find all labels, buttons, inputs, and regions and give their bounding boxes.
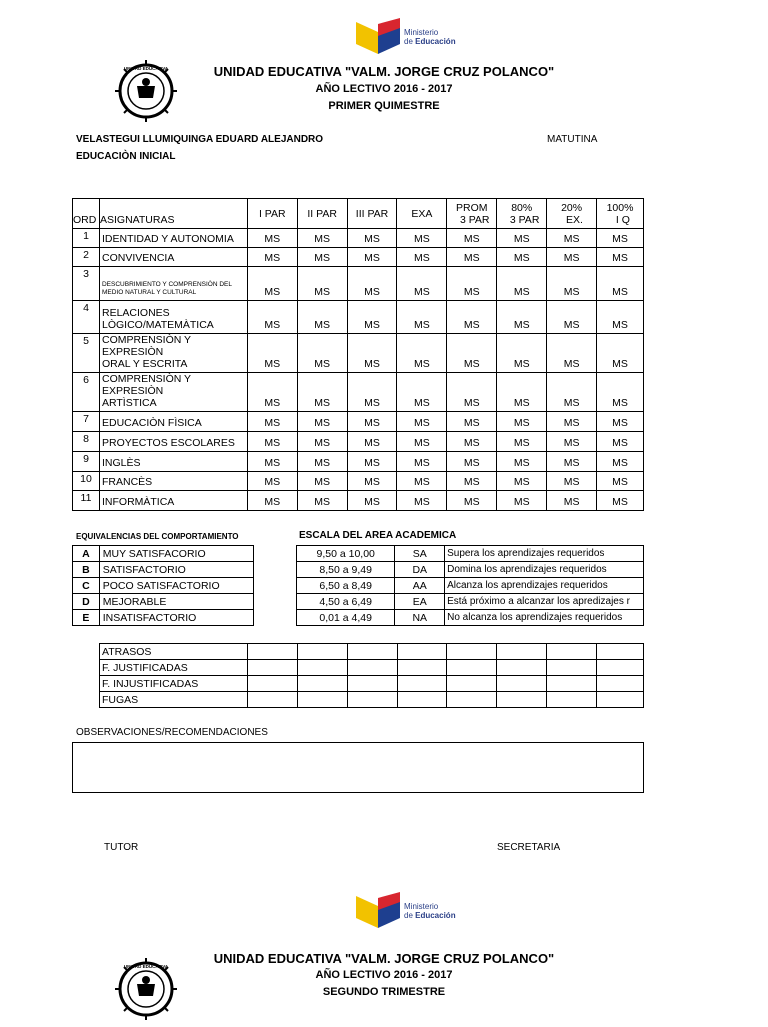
student-name: VELASTEGUI LLUMIQUINGA EDUARD ALEJANDRO <box>76 134 324 145</box>
grade-cell: MS <box>347 432 397 452</box>
list-item <box>297 610 644 626</box>
ministry2-line1: Ministerio <box>404 902 439 911</box>
grade-cell: MS <box>347 491 397 511</box>
grade-cell: MS <box>347 452 397 472</box>
grade-cell: MS <box>297 472 347 491</box>
behavior-label: POCO SATISFACTORIO <box>99 578 253 594</box>
row-ord: 4 <box>73 301 100 334</box>
scale-desc: Alcanza los aprendizajes requeridos <box>445 578 644 594</box>
grade-cell: MS <box>247 472 297 491</box>
header-p2: II PAR <box>297 199 347 229</box>
header-exa: EXA <box>397 199 447 229</box>
student-level: EDUCACIÒN INICIAL <box>76 151 176 162</box>
grade-cell: MS <box>297 491 347 511</box>
attendance-cell <box>497 692 547 708</box>
grade-cell: MS <box>397 248 447 267</box>
table-row <box>100 660 644 676</box>
behavior-label: MUY SATISFACORIO <box>99 546 253 562</box>
grade-cell: MS <box>397 412 447 432</box>
grades-header-row <box>73 199 644 229</box>
grade-cell: MS <box>247 248 297 267</box>
scale-code: NA <box>395 610 445 626</box>
table-row <box>73 452 644 472</box>
attendance-cell <box>547 676 597 692</box>
scale-range: 0,01 a 4,49 <box>297 610 395 626</box>
list-item <box>297 578 644 594</box>
attendance-table <box>99 643 644 708</box>
grade-cell: MS <box>597 452 644 472</box>
list-item <box>73 578 254 594</box>
row-ord: 7 <box>73 412 100 432</box>
table-row <box>100 676 644 692</box>
grade-cell: MS <box>547 412 597 432</box>
grade-cell: MS <box>397 334 447 373</box>
behavior-label: SATISFACTORIO <box>99 562 253 578</box>
attendance-cell <box>347 676 397 692</box>
row-subject: EDUCACIÒN FÌSICA <box>99 412 247 432</box>
header-20: 20% EX. <box>547 199 597 229</box>
grade-cell: MS <box>247 301 297 334</box>
grade-cell: MS <box>497 334 547 373</box>
grade-cell: MS <box>597 491 644 511</box>
header-prom: PROM 3 PAR <box>447 199 497 229</box>
grade-cell: MS <box>297 229 347 248</box>
header-subject: ASIGNATURAS <box>99 199 247 229</box>
grade-cell: MS <box>247 267 297 301</box>
grade-cell: MS <box>447 229 497 248</box>
scale-code: EA <box>395 594 445 610</box>
grade-cell: MS <box>247 373 297 412</box>
table-row <box>100 644 644 660</box>
row-ord: 3 <box>73 267 100 301</box>
grade-cell: MS <box>547 472 597 491</box>
grade-cell: MS <box>247 452 297 472</box>
grade-cell: MS <box>297 373 347 412</box>
attendance-cell <box>447 660 497 676</box>
grade-cell: MS <box>547 229 597 248</box>
grade-cell: MS <box>447 491 497 511</box>
attendance-cell <box>447 692 497 708</box>
grade-cell: MS <box>547 491 597 511</box>
scale-range: 6,50 a 8,49 <box>297 578 395 594</box>
row-ord: 11 <box>73 491 100 511</box>
attendance-cell <box>247 644 297 660</box>
table-row <box>73 432 644 452</box>
grade-cell: MS <box>597 412 644 432</box>
grade-cell: MS <box>397 472 447 491</box>
grade-cell: MS <box>547 301 597 334</box>
grade-cell: MS <box>297 412 347 432</box>
school-year: AÑO LECTIVO 2016 - 2017 <box>315 83 453 95</box>
grade-cell: MS <box>497 301 547 334</box>
header-80: 80% 3 PAR <box>497 199 547 229</box>
grade-cell: MS <box>597 472 644 491</box>
grade-cell: MS <box>247 491 297 511</box>
list-item <box>73 594 254 610</box>
grade-cell: MS <box>247 229 297 248</box>
grade-cell: MS <box>297 267 347 301</box>
row-subject: CONVIVENCIA <box>99 248 247 267</box>
attendance-cell <box>497 676 547 692</box>
row-ord: 5 <box>73 334 100 373</box>
attendance-cell <box>547 660 597 676</box>
table-row <box>73 491 644 511</box>
list-item <box>297 562 644 578</box>
attendance-cell <box>547 644 597 660</box>
behavior-label: MEJORABLE <box>99 594 253 610</box>
table-row <box>73 267 644 301</box>
attendance-cell <box>447 676 497 692</box>
grade-cell: MS <box>447 267 497 301</box>
table-row <box>73 472 644 491</box>
attendance-cell <box>397 644 447 660</box>
grade-cell: MS <box>447 334 497 373</box>
observations-box <box>72 742 644 793</box>
scale-desc: No alcanza los aprendizajes requeridos <box>445 610 644 626</box>
ministry-line1: Ministerio <box>404 28 439 37</box>
attendance-cell <box>297 676 347 692</box>
grade-cell: MS <box>447 301 497 334</box>
grade-cell: MS <box>397 491 447 511</box>
attendance-cell <box>347 660 397 676</box>
list-item <box>297 546 644 562</box>
row-subject: RELACIONES LÒGICO/MATEMÀTICA <box>99 301 247 334</box>
attendance-label: F. JUSTIFICADAS <box>100 660 248 676</box>
grade-cell: MS <box>447 452 497 472</box>
ministry2-line2a: de <box>404 911 416 920</box>
period-title: PRIMER QUIMESTRE <box>328 100 440 112</box>
grade-cell: MS <box>497 248 547 267</box>
grade-cell: MS <box>497 373 547 412</box>
attendance-cell <box>497 660 547 676</box>
ministry-flag-icon <box>354 18 404 56</box>
row-subject: COMPRENSIÒN Y EXPRESIÒN ARTÌSTICA <box>99 373 247 412</box>
grade-cell: MS <box>347 248 397 267</box>
attendance-cell <box>347 692 397 708</box>
behavior-letter: B <box>73 562 100 578</box>
grade-cell: MS <box>297 334 347 373</box>
grade-cell: MS <box>597 229 644 248</box>
scale-range: 9,50 a 10,00 <box>297 546 395 562</box>
grade-cell: MS <box>347 229 397 248</box>
attendance-cell <box>297 660 347 676</box>
grade-cell: MS <box>397 432 447 452</box>
attendance-label: F. INJUSTIFICADAS <box>100 676 248 692</box>
grade-cell: MS <box>297 301 347 334</box>
grade-cell: MS <box>397 267 447 301</box>
behavior-letter: C <box>73 578 100 594</box>
attendance-cell <box>597 660 644 676</box>
attendance-cell <box>397 660 447 676</box>
attendance-cell <box>347 644 397 660</box>
ministry2-line2b: Educación <box>415 911 456 920</box>
ministry-logo-2 <box>354 892 464 930</box>
grade-cell: MS <box>497 491 547 511</box>
grade-cell: MS <box>547 432 597 452</box>
grade-cell: MS <box>597 267 644 301</box>
list-item <box>73 610 254 626</box>
grade-cell: MS <box>397 229 447 248</box>
header-ord: ORD <box>73 199 100 229</box>
seal2-text: UNIDAD EDUCATIVA <box>123 964 169 969</box>
grade-cell: MS <box>597 432 644 452</box>
table-row <box>73 334 644 373</box>
row-ord: 9 <box>73 452 100 472</box>
grade-cell: MS <box>447 432 497 452</box>
grade-cell: MS <box>497 452 547 472</box>
grade-cell: MS <box>397 301 447 334</box>
header-p1: I PAR <box>247 199 297 229</box>
grade-cell: MS <box>547 248 597 267</box>
school-year-2: AÑO LECTIVO 2016 - 2017 <box>315 969 453 981</box>
grade-cell: MS <box>297 248 347 267</box>
attendance-cell <box>597 644 644 660</box>
attendance-cell <box>297 644 347 660</box>
grade-cell: MS <box>447 248 497 267</box>
grade-cell: MS <box>347 373 397 412</box>
tutor-label: TUTOR <box>104 842 139 853</box>
list-item <box>297 594 644 610</box>
school-name-2: UNIDAD EDUCATIVA "VALM. JORGE CRUZ POLANCO" <box>213 951 555 966</box>
attendance-cell <box>597 692 644 708</box>
behavior-letter: D <box>73 594 100 610</box>
observations-title: OBSERVACIONES/RECOMENDACIONES <box>76 727 268 738</box>
scale-code: AA <box>395 578 445 594</box>
scale-code: DA <box>395 562 445 578</box>
row-subject: FRANCÈS <box>99 472 247 491</box>
row-ord: 6 <box>73 373 100 412</box>
grade-cell: MS <box>597 334 644 373</box>
table-row <box>73 229 644 248</box>
behavior-letter: A <box>73 546 100 562</box>
school-name: UNIDAD EDUCATIVA "VALM. JORGE CRUZ POLANCO" <box>213 64 555 79</box>
attendance-cell <box>247 692 297 708</box>
grade-cell: MS <box>297 452 347 472</box>
table-row <box>73 248 644 267</box>
row-ord: 1 <box>73 229 100 248</box>
row-ord: 2 <box>73 248 100 267</box>
grade-cell: MS <box>347 412 397 432</box>
ministry-logo <box>354 18 464 56</box>
grade-cell: MS <box>247 412 297 432</box>
row-ord: 8 <box>73 432 100 452</box>
grade-cell: MS <box>347 472 397 491</box>
attendance-cell <box>247 660 297 676</box>
scale-range: 4,50 a 6,49 <box>297 594 395 610</box>
scale-range: 8,50 a 9,49 <box>297 562 395 578</box>
row-ord: 10 <box>73 472 100 491</box>
grade-cell: MS <box>297 432 347 452</box>
grade-cell: MS <box>497 267 547 301</box>
row-subject: DESCUBRIMIENTO Y COMPRENSIÒN DEL MEDIO NATURAL Y CULTURAL <box>99 267 247 301</box>
grade-cell: MS <box>347 334 397 373</box>
attendance-cell <box>247 676 297 692</box>
grades-table <box>72 198 644 511</box>
scale-desc: Supera los aprendizajes requeridos <box>445 546 644 562</box>
row-subject: PROYECTOS ESCOLARES <box>99 432 247 452</box>
ministry-line2a: de <box>404 37 416 46</box>
grade-cell: MS <box>447 472 497 491</box>
table-row <box>73 301 644 334</box>
attendance-cell <box>547 692 597 708</box>
grade-cell: MS <box>547 267 597 301</box>
table-row <box>73 412 644 432</box>
row-subject: INFORMÀTICA <box>99 491 247 511</box>
grade-cell: MS <box>247 432 297 452</box>
grade-cell: MS <box>447 412 497 432</box>
list-item <box>73 546 254 562</box>
grade-cell: MS <box>347 301 397 334</box>
grade-cell: MS <box>597 248 644 267</box>
period-title-2: SEGUNDO TRIMESTRE <box>322 986 446 998</box>
table-row <box>73 373 644 412</box>
secretary-label: SECRETARIA <box>497 842 561 853</box>
grade-cell: MS <box>547 373 597 412</box>
header-100: 100% I Q <box>597 199 644 229</box>
attendance-label: ATRASOS <box>100 644 248 660</box>
attendance-cell <box>397 676 447 692</box>
list-item <box>73 562 254 578</box>
grade-cell: MS <box>397 373 447 412</box>
row-subject: INGLÈS <box>99 452 247 472</box>
attendance-cell <box>597 676 644 692</box>
table-row <box>100 692 644 708</box>
behavior-letter: E <box>73 610 100 626</box>
grade-cell: MS <box>497 229 547 248</box>
grade-cell: MS <box>547 452 597 472</box>
attendance-cell <box>297 692 347 708</box>
behavior-title: EQUIVALENCIAS DEL COMPORTAMIENTO <box>76 532 239 541</box>
grade-cell: MS <box>447 373 497 412</box>
attendance-cell <box>447 644 497 660</box>
grade-cell: MS <box>347 267 397 301</box>
grade-cell: MS <box>597 301 644 334</box>
scale-title: ESCALA DEL AREA ACADEMICA <box>299 530 457 541</box>
header-p3: III PAR <box>347 199 397 229</box>
grade-cell: MS <box>247 334 297 373</box>
grade-cell: MS <box>397 452 447 472</box>
behavior-table <box>72 545 254 626</box>
grade-cell: MS <box>497 432 547 452</box>
attendance-cell <box>397 692 447 708</box>
scale-code: SA <box>395 546 445 562</box>
grade-cell: MS <box>497 412 547 432</box>
grade-cell: MS <box>597 373 644 412</box>
scale-table <box>296 545 644 626</box>
scale-desc: Domina los aprendizajes requeridos <box>445 562 644 578</box>
attendance-label: FUGAS <box>100 692 248 708</box>
ministry-flag-icon-2 <box>354 892 404 930</box>
ministry-line2b: Educación <box>415 37 456 46</box>
row-subject: IDENTIDAD Y AUTONOMIA <box>99 229 247 248</box>
scale-desc: Está próximo a alcanzar los apredizajes r <box>445 594 644 610</box>
student-shift: MATUTINA <box>547 134 598 145</box>
behavior-label: INSATISFACTORIO <box>99 610 253 626</box>
grade-cell: MS <box>547 334 597 373</box>
row-subject: COMPRENSIÒN Y EXPRESIÒN ORAL Y ESCRITA <box>99 334 247 373</box>
seal-text: UNIDAD EDUCATIVA <box>123 66 169 71</box>
attendance-cell <box>497 644 547 660</box>
grade-cell: MS <box>497 472 547 491</box>
